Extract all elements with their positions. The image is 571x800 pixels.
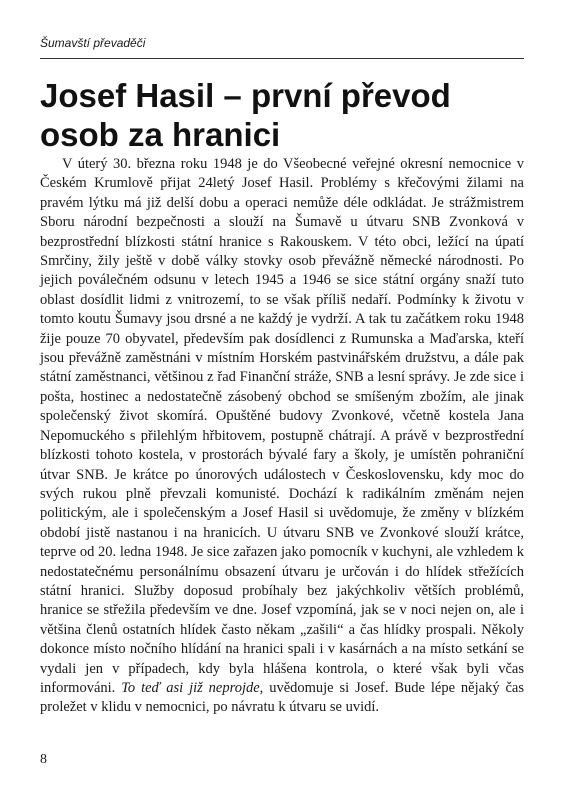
body-text-part-2: uvědomuje si Josef. Bude lépe nějaký čas proležet v klidu v nemocnici, po návratu k útvaru se uvidí. bbox=[40, 679, 524, 716]
body-paragraph bbox=[40, 155, 524, 718]
chapter-title: Josef Hasil – první převod osob za hranici bbox=[40, 77, 451, 153]
header-rule bbox=[40, 58, 524, 59]
running-head: Šumavští převaděči bbox=[40, 36, 146, 50]
page-number: 8 bbox=[40, 752, 47, 767]
body-italic-quote: To teď asi již neprojde, bbox=[121, 679, 264, 696]
body-text-part-1: V úterý 30. března roku 1948 je do Všeobecné veřejné okresní nemocnice v Českém Krumlově přijat 24letý Josef Hasil. Problémy s křečovými žilami na pravém lýtku má již delší dobu a operaci nemůže déle odkládat. Je strážmistrem Sboru národní bezpečnosti a slouží na Šumavě u útvaru SNB Zvonková v bezprostřední blízkosti státní hranice s Rakouskem. V této obci, ležící na úpatí Smrčiny, žily ještě v době války stovky osob převážně německé národnosti. Po jejich poválečném odsunu v letech 1945 a 1946 se sice státní orgány snaží tuto oblast dosídlit lidmi z vnitrozemí, to se však příliš nedaří. Podmínky k životu v tomto koutu Šumavy jsou drsné a ne každý je vydrží. A tak tu začátkem roku 1948 žije pouze 70 obyvatel, především pak dosídlenci z Rumunska a Maďarska, kteří jsou převážně zaměstnáni v místním Horském pastvinářském družstvu, a dále pak státní zaměstnanci, většinou z řad Finanční stráže, SNB a lesní správy. Je zde sice i pošta, hostinec a nedostatečně zásobený obchod se smíšeným zbožím, ale jinak společenský život skomírá. Opuštěné budovy Zvonkové, včetně kostela Jana Nepomuckého s přilehlým hřbitovem, postupně chátrají. A právě v bezprostřední blízkosti tohoto kostela, v prostorách bývalé fary a školy, je umístěn pohraniční útvar SNB. Je krátce po únorových událostech v Československu, kdy moc do svých rukou plně převzali komunisté. Dochází k radikálním změnám nejen politickým, ale i společenským a Josef Hasil si uvědomuje, že změny v blízkém období jistě nastanou i na hranicích. U útvaru SNB ve Zvonkové slouží krátce, teprve od 20. ledna 1948. Je sice zařazen jako pomocník v kuchyni, ale vzhledem k nedostatečnému personálnímu obsazení útvaru je určován i do hlídek střežících státní hranici. Služby doposud probíhaly bez jakýchkoliv větších problémů, hranice se střežila především ve dne. Josef vzpomíná, jak se v noci nejen on, ale i většina členů ostatních hlídek často někam „zašili“ a čas hlídky prospali. Několy dokonce místo nočního hlídání na hranici spali i v kasárnách a na místo setkání se vydali jen v případech, kdy byla hlášena kontrola, o které však byli včas informováni. bbox=[40, 156, 524, 696]
